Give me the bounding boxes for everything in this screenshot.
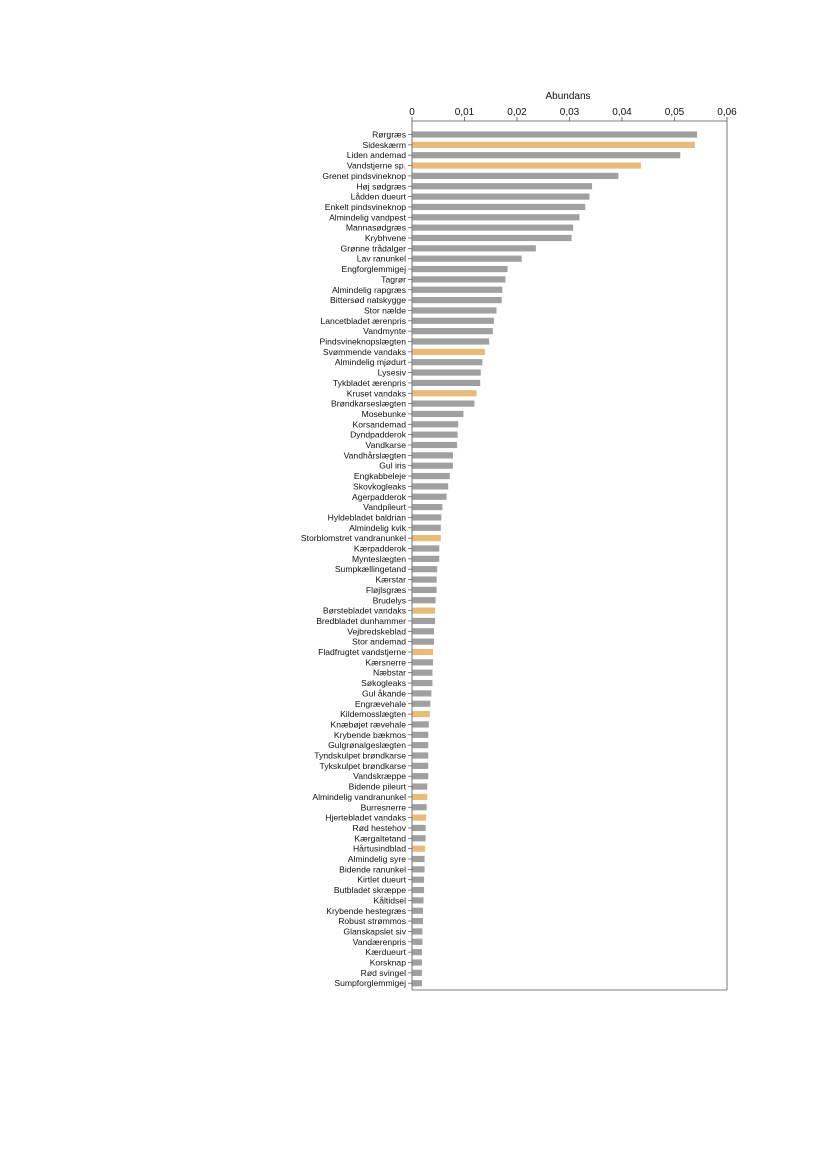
bar xyxy=(413,846,426,852)
category-label: Kåltidsel xyxy=(373,895,406,906)
bar xyxy=(413,525,441,531)
bar xyxy=(413,142,695,148)
category-label: Engrævehale xyxy=(354,698,406,709)
bar xyxy=(413,494,447,500)
bar xyxy=(413,597,436,603)
category-label: Burresnerre xyxy=(360,802,406,813)
bar xyxy=(413,421,459,427)
bar xyxy=(413,380,481,386)
bar xyxy=(413,752,429,758)
category-label: Fladfrugtet vandstjerne xyxy=(318,647,406,657)
bar xyxy=(413,980,422,986)
bar xyxy=(413,483,449,489)
category-label: Korsknap xyxy=(369,957,406,968)
category-label: Vandskræppe xyxy=(353,771,406,782)
bar xyxy=(413,131,698,137)
category-label: Vandhårslægten xyxy=(343,450,406,461)
category-label: Bredbladet dunhammer xyxy=(316,615,406,626)
category-label: Sumpforglemmigej xyxy=(334,978,406,989)
bar xyxy=(413,970,422,976)
category-label: Tykbladet ærenpris xyxy=(332,377,406,388)
bar xyxy=(413,918,424,924)
category-label: Butbladet skræppe xyxy=(333,885,406,896)
bar xyxy=(413,866,425,872)
category-label: Vandmynte xyxy=(363,326,406,337)
x-tick-label: 0,01 xyxy=(454,107,475,118)
bar xyxy=(413,225,574,231)
bar xyxy=(413,256,522,262)
bar xyxy=(413,608,436,614)
bar xyxy=(413,794,428,800)
category-label: Grenet pindsvineknop xyxy=(322,170,406,181)
bar xyxy=(413,162,641,168)
bar xyxy=(413,287,503,293)
category-label: Hårtusindblad xyxy=(352,843,406,854)
bar xyxy=(413,401,475,407)
category-label: Gul åkande xyxy=(362,688,406,699)
bar xyxy=(413,670,433,676)
bar xyxy=(413,711,430,717)
category-label: Mynteslægten xyxy=(352,553,406,564)
bar xyxy=(413,721,429,727)
category-label: Tagrør xyxy=(381,274,406,285)
category-label: Vandkarse xyxy=(365,440,406,450)
bar xyxy=(413,452,453,458)
bar xyxy=(413,959,422,965)
category-label: Almindelig mjødurt xyxy=(334,357,406,368)
category-label: Rød svingel xyxy=(360,967,406,978)
category-label: Fløjlsgræs xyxy=(365,584,406,595)
category-label: Brøndkarseslægten xyxy=(331,398,406,409)
bar xyxy=(413,742,429,748)
bar xyxy=(413,328,493,334)
category-label: Korsandemad xyxy=(352,419,406,430)
bars xyxy=(413,131,698,986)
bar xyxy=(413,545,440,551)
category-label: Glanskapslet siv xyxy=(343,926,406,937)
bar xyxy=(413,194,590,200)
bar xyxy=(413,183,593,189)
category-label: Bidende ranunkel xyxy=(339,864,406,875)
category-label: Kærsnerre xyxy=(365,657,406,668)
bar xyxy=(413,411,464,417)
x-tick-label: 0,05 xyxy=(664,107,685,118)
bar xyxy=(413,307,497,313)
category-label: Kruset vandaks xyxy=(346,388,406,399)
category-label: Bittersød natskygge xyxy=(330,295,406,306)
x-axis-title: Abundans xyxy=(545,91,591,102)
category-label: Bidende pileurt xyxy=(348,781,406,792)
bar xyxy=(413,432,458,438)
x-tick-label: 0,02 xyxy=(507,107,527,118)
category-label: Agerpadderok xyxy=(352,491,406,502)
category-label: Storblomstret vandranunkel xyxy=(300,533,406,544)
category-label: Gulgrønalgeslægten xyxy=(328,740,406,751)
category-label: Dyndpadderok xyxy=(350,429,406,440)
category-label: Engforglemmigej xyxy=(341,264,406,275)
bar xyxy=(413,556,440,562)
category-label: Rørgræs xyxy=(372,129,406,140)
bar xyxy=(413,649,433,655)
bar xyxy=(413,576,437,582)
bar xyxy=(413,877,425,883)
bar xyxy=(413,276,506,282)
bar xyxy=(413,783,428,789)
bar xyxy=(413,152,681,158)
bar xyxy=(413,266,508,272)
bar xyxy=(413,235,572,241)
bar xyxy=(413,173,619,179)
category-label: Krybende hestegræs xyxy=(326,905,406,916)
category-label: Almindelig kvik xyxy=(349,522,406,533)
bar xyxy=(413,338,490,344)
category-label: Søkogleaks xyxy=(361,678,406,689)
category-label: Knæbøjet rævehale xyxy=(330,719,406,730)
bar xyxy=(413,204,586,210)
bar xyxy=(413,245,536,251)
bar xyxy=(413,680,433,686)
bar xyxy=(413,318,494,324)
category-label: Tyndskulpet brøndkarse xyxy=(314,750,406,761)
category-label: Krybende bækmos xyxy=(333,729,406,740)
bar xyxy=(413,297,502,303)
category-label: Grønne trådalger xyxy=(340,243,406,254)
category-label: Sideskærm xyxy=(362,139,406,150)
category-label: Vandærenpris xyxy=(352,936,406,947)
bar xyxy=(413,214,580,220)
bar xyxy=(413,701,431,707)
bar xyxy=(413,463,453,469)
category-label: Almindelig rapgræs xyxy=(331,284,406,295)
category-label: Kærpadderok xyxy=(353,543,406,554)
bar xyxy=(413,887,425,893)
x-tick-label: 0,06 xyxy=(717,107,737,118)
x-tick-label: 0 xyxy=(409,107,415,118)
bar xyxy=(413,939,423,945)
category-label: Enkelt pindsvineknop xyxy=(324,201,406,212)
bar xyxy=(413,442,458,448)
category-label: Vandpileurt xyxy=(363,502,406,513)
category-label: Engkabbeleje xyxy=(353,471,406,482)
bar xyxy=(413,928,423,934)
category-label: Tykskulpet brøndkarse xyxy=(319,760,406,771)
category-label: Brudelys xyxy=(372,595,406,606)
category-label: Pindsvineknopslægten xyxy=(319,336,406,347)
category-label: Vejbredskeblad xyxy=(347,626,406,637)
category-label: Stor nælde xyxy=(363,305,406,316)
x-tick-label: 0,04 xyxy=(612,107,632,118)
category-label: Mannasødgræs xyxy=(345,222,406,233)
bar xyxy=(413,908,424,914)
bar xyxy=(413,628,435,634)
bar xyxy=(413,514,442,520)
category-label: Hyldebladet baldrian xyxy=(327,512,406,523)
bar xyxy=(413,639,435,645)
bar xyxy=(413,690,432,696)
bar xyxy=(413,835,426,841)
category-label: Næbstar xyxy=(373,667,406,678)
category-label: Kildemosslægten xyxy=(340,709,406,720)
category-label: Børstebladet vandaks xyxy=(322,605,406,616)
bar xyxy=(413,566,438,572)
bar xyxy=(413,504,443,510)
bar xyxy=(413,473,450,479)
category-label: Gul iris xyxy=(379,460,406,471)
category-label: Skovkogleaks xyxy=(352,481,406,492)
bar xyxy=(413,369,481,375)
bar xyxy=(413,773,429,779)
category-label: Almindelig syre xyxy=(347,854,406,864)
category-label: Almindelig vandranunkel xyxy=(312,791,406,802)
category-label: Kærdueurt xyxy=(365,947,406,958)
category-label: Lancetbladet ærenpris xyxy=(320,315,406,326)
bar xyxy=(413,390,477,396)
bar xyxy=(413,349,485,355)
bar xyxy=(413,732,429,738)
bar xyxy=(413,949,422,955)
bar xyxy=(413,815,427,821)
bar xyxy=(413,825,426,831)
bar xyxy=(413,897,424,903)
bar xyxy=(413,587,437,593)
category-label: Robust strømmos xyxy=(338,916,406,927)
category-label: Høj sødgræs xyxy=(356,181,406,192)
category-label: Rød hestehov xyxy=(352,822,406,833)
category-label: Vandstjerne sp. xyxy=(346,160,406,171)
bar xyxy=(413,618,436,624)
category-label: Liden andemad xyxy=(346,150,406,161)
category-labels xyxy=(301,130,412,989)
bar xyxy=(413,359,483,365)
category-label: Lysesiv xyxy=(377,367,406,378)
category-label: Svømmende vandaks xyxy=(322,346,406,357)
bar xyxy=(413,856,425,862)
category-label: Lav ranunkel xyxy=(356,253,406,264)
category-label: Sumpkællingetand xyxy=(334,564,406,575)
category-label: Krybhvene xyxy=(364,233,406,243)
bar xyxy=(413,535,441,541)
category-label: Mosebunke xyxy=(361,408,406,419)
category-label: Kærgaltetand xyxy=(354,833,406,844)
category-label: Stor andemad xyxy=(352,636,406,647)
category-label: Kirtlet dueurt xyxy=(357,874,406,885)
x-tick-label: 0,03 xyxy=(559,107,580,118)
bar xyxy=(413,763,429,769)
category-label: Hjertebladet vandaks xyxy=(325,812,406,823)
bar xyxy=(413,804,427,810)
category-label: Almindelig vandpest xyxy=(329,212,406,223)
category-label: Kærstar xyxy=(375,574,406,585)
bar xyxy=(413,659,433,665)
category-label: Lådden dueurt xyxy=(350,191,406,202)
